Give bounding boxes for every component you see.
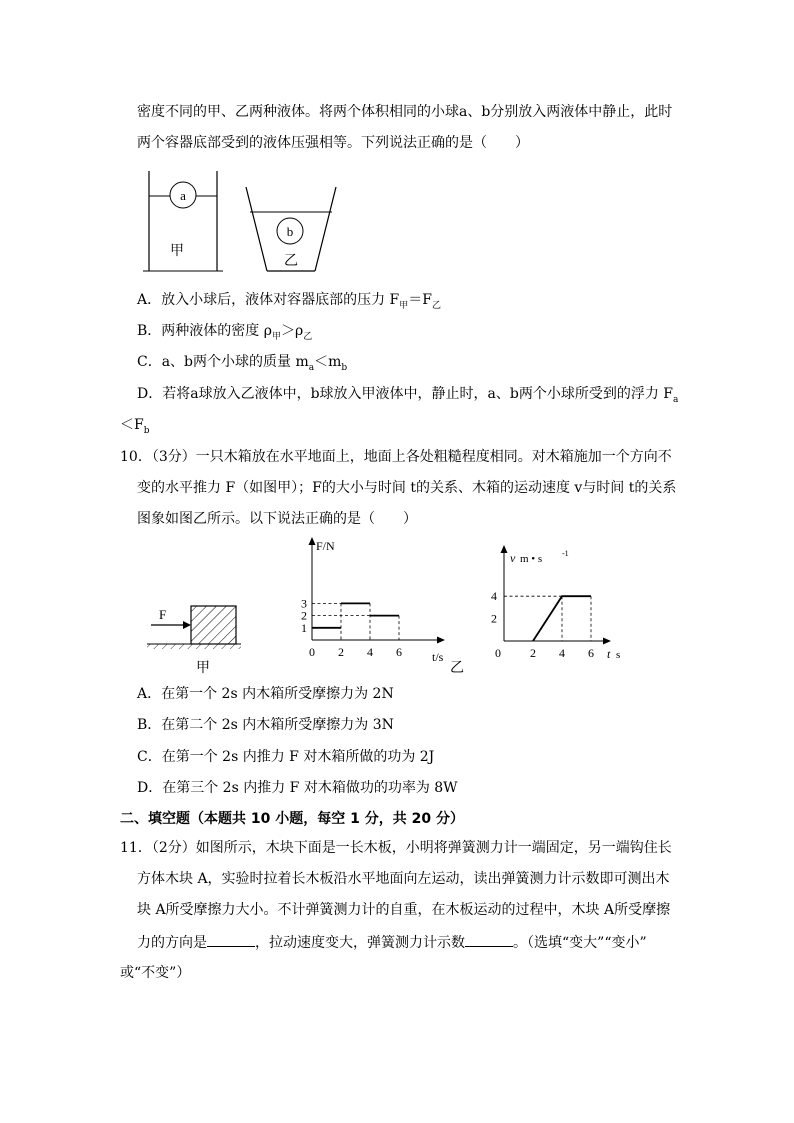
y-tick-label: 2	[491, 611, 497, 626]
q9-stem-line1: 密度不同的甲、乙两种液体。将两个体积相同的小球a、b分别放入两液体中静止，此时	[137, 104, 673, 120]
y-axis-label-v: v	[510, 551, 516, 565]
x-tick-label: 2	[338, 645, 344, 659]
q10-stem-line1: 10．（3分）一只木箱放在水平地面上，地面上各处粗糙程度相同。对木箱施加一个方向不	[120, 449, 672, 465]
q11-stem-line1: 11．（2分）如图所示，木块下面是一长木板，小明将弹簧测力计一端固定，另一端钩住长	[120, 840, 672, 856]
x-axis-label: t/s	[432, 650, 444, 664]
ball-b-label: b	[286, 224, 294, 239]
q11-stem-line4: 力的方向是 ，拉动速度变大，弹簧测力计示数 。（选填“变大”“变小”	[137, 932, 647, 953]
q10-box-figure	[143, 600, 243, 680]
y-tick-label: 2	[301, 608, 307, 623]
q10-option-c: C．在第一个 2s 内推力 F 对木箱所做的功为 2J	[137, 749, 435, 765]
velocity-time-graph	[480, 540, 630, 665]
q9-option-d: D．若将a球放入乙液体中，b球放入甲液体中，静止时，a、b两个小球所受到的浮力 $F_a$	[137, 386, 679, 405]
q11-stem-line2: 方体木块 A，实验时拉着长木板沿水平地面向左运动，读出弹簧测力计示数即可测出木	[137, 871, 670, 887]
ball-a-label: a	[180, 188, 186, 203]
box-figure-label: 甲	[196, 661, 210, 676]
y-tick-label: 4	[491, 589, 497, 604]
wooden-box	[191, 606, 236, 644]
y-axis-arrow	[309, 537, 316, 545]
q9-containers-figure	[135, 165, 350, 280]
x-tick-label: 0	[495, 646, 501, 660]
x-axis-arrow	[603, 638, 611, 645]
q10-option-d: D．在第三个 2s 内推力 F 对木箱做功的功率为 8W	[137, 780, 458, 796]
x-tick-label: 4	[367, 645, 373, 659]
q9-option-a: A．放入小球后，液体对容器底部的压力 $F_甲=F_乙$	[137, 292, 442, 311]
q9-stem-line2: 两个容器底部受到的液体压强相等。下列说法正确的是（ ）	[137, 135, 529, 151]
y-axis-label-exponent: -1	[562, 549, 569, 558]
x-tick-label: 2	[530, 646, 536, 660]
section-heading-fill-in: 二、填空题（本题共 10 小题，每空 1 分，共 20 分）	[120, 811, 464, 827]
y-tick-label: 3	[301, 596, 307, 611]
graph-label: 乙	[450, 661, 464, 676]
y-axis-label-unit: m • s	[520, 553, 543, 565]
x-tick-label: 6	[588, 646, 594, 660]
q11-stem-line3: 块 A所受摩擦力大小。不计弹簧测力计的自重，在木板运动的过程中，木块 A所受摩擦	[137, 902, 671, 918]
answer-blank-2[interactable]	[465, 932, 513, 947]
x-axis-label-t: t	[607, 647, 611, 661]
x-axis-arrow	[437, 637, 445, 644]
y-axis-arrow	[501, 545, 508, 553]
q9-option-b: B．两种液体的密度 $\rho_甲>\rho_乙$	[137, 323, 313, 342]
container-jia-label: 甲	[170, 244, 184, 259]
x-axis-label-unit: s	[616, 649, 621, 661]
q10-option-b: B．在第二个 2s 内木箱所受摩擦力为 3N	[137, 717, 394, 733]
x-tick-label: 4	[559, 646, 565, 660]
q10-stem-line2: 变的水平推力 F（如图甲）；F的大小与时间 t的关系、木箱的运动速度 v与时间 t的关系	[137, 480, 677, 496]
force-label: F	[159, 607, 167, 622]
q10-option-a: A．在第一个 2s 内木箱所受摩擦力为 2N	[137, 686, 394, 702]
q9-option-c: C．a、b两个小球的质量 $m_a<m_b$	[137, 354, 348, 373]
answer-blank-1[interactable]	[207, 932, 255, 947]
q11-stem-line5: 或“不变”）	[120, 965, 191, 981]
x-tick-label: 6	[396, 645, 402, 659]
ground-hatch	[147, 644, 241, 649]
q9-option-d-continued: $<F_b$	[120, 417, 150, 436]
y-tick-label: 1	[301, 620, 307, 635]
x-tick-label: 0	[309, 645, 315, 659]
container-yi-label: 乙	[284, 254, 298, 269]
y-axis-label: F/N	[316, 539, 335, 553]
q10-stem-line3: 图象如图乙所示。以下说法正确的是（ ）	[137, 511, 417, 527]
force-time-graph	[290, 532, 470, 677]
